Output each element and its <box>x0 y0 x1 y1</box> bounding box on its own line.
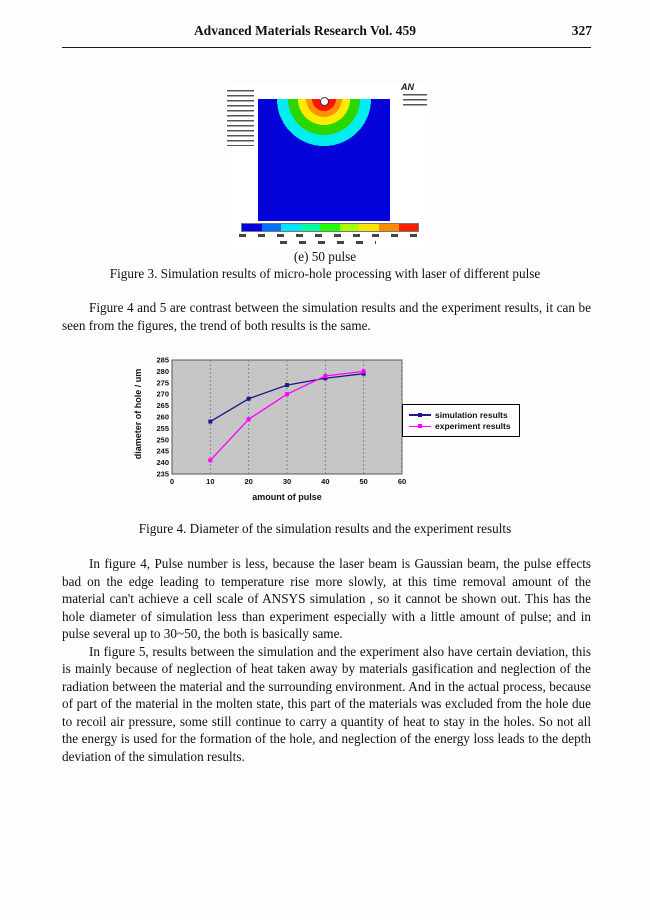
legend-line-sample <box>409 411 431 418</box>
legend-entry <box>409 421 513 431</box>
chart-y-axis-label: diameter of hole / um <box>133 368 143 460</box>
chart-legend <box>402 404 520 437</box>
page-number: 327 <box>571 23 592 38</box>
ansys-date-text <box>403 94 427 107</box>
colorbar-segment <box>379 224 399 231</box>
svg-text:285: 285 <box>156 355 169 365</box>
legend-entry <box>409 410 513 420</box>
svg-text:60: 60 <box>397 477 407 486</box>
colorbar-segment <box>301 224 321 231</box>
svg-text:265: 265 <box>156 401 169 411</box>
legend-label: simulation results <box>435 409 508 420</box>
colorbar-segment <box>320 224 340 231</box>
simulation-domain <box>258 99 390 221</box>
svg-text:235: 235 <box>156 469 169 479</box>
svg-text:255: 255 <box>156 423 169 433</box>
header-rule <box>62 47 591 48</box>
discussion-paragraph-2: In figure 5, results between the simulation and the experiment also have certain deviation, this is mainly because of neglection of heat taken away by materials gasification and neglection of the radiation between the material and the surrounding environment. And in the actual process, because of part of the material in the molten state, this part of the materials was excluded from the hole due to recoil air pressure, some still continue to carry a quantity of heat to stay in the holes. So not all the energy is used for the formation of the hole, and neglection of the energy loss leads to the depth deviation of the simulation results. <box>62 643 591 765</box>
svg-text:20: 20 <box>244 477 253 486</box>
colorbar-segment <box>340 224 360 231</box>
svg-text:270: 270 <box>156 389 169 399</box>
figure4-caption: Figure 4. Diameter of the simulation results and the experiment results <box>138 521 512 536</box>
ansys-logo: AN <box>401 82 414 92</box>
colorbar-segment <box>242 224 262 231</box>
colorbar-segment <box>262 224 282 231</box>
intro-paragraph: Figure 4 and 5 are contrast between the simulation results and the experiment results, it can be seen from the figures, the trend of both results is the same. <box>62 300 591 333</box>
colorbar-value-labels <box>239 234 419 237</box>
figure3-simulation-image <box>225 84 430 248</box>
colorbar-segment <box>399 224 419 231</box>
colorbar-segment <box>281 224 301 231</box>
ansys-annotation-text <box>227 90 254 146</box>
svg-text:280: 280 <box>156 366 169 376</box>
journal-title: Advanced Materials Research Vol. 459 <box>193 23 417 38</box>
svg-text:250: 250 <box>156 435 169 445</box>
svg-text:245: 245 <box>156 446 169 456</box>
svg-text:240: 240 <box>156 458 169 468</box>
discussion-paragraph-1: In figure 4, Pulse number is less, because the laser beam is Gaussian beam, the pulse effects bad on the edge leading to temperature rise more slowly, at this time removal amount of the material can't achieve a cell scale of ANSYS simulation , so it cannot be shown out. This has the hole diameter of simulation less than experiment especially with a little amount of pulse; and in pulse several up to 30~50, the both is basically same. <box>62 556 591 642</box>
colorbar-title-text <box>280 241 376 244</box>
figure4-chart <box>122 352 518 516</box>
svg-text:260: 260 <box>156 412 169 422</box>
legend-label: experiment results <box>435 421 511 431</box>
svg-text:275: 275 <box>156 378 169 388</box>
figure3-subcaption: (e) 50 pulse <box>293 249 357 264</box>
svg-text:30: 30 <box>282 477 292 486</box>
temperature-colorbar <box>241 223 419 232</box>
figure3-caption: Figure 3. Simulation results of micro-hole processing with laser of different pulse <box>109 266 541 281</box>
discussion-block <box>62 555 591 766</box>
chart-plot-area <box>136 354 408 506</box>
laser-hole-marker <box>320 97 329 106</box>
temperature-contours <box>258 99 390 221</box>
intro-paragraph-block <box>62 299 591 334</box>
legend-line-sample <box>409 423 431 430</box>
svg-text:10: 10 <box>206 477 215 486</box>
colorbar-segment <box>359 224 379 231</box>
svg-text:40: 40 <box>321 477 330 486</box>
svg-text:amount of pulse: amount of pulse <box>252 492 322 502</box>
svg-text:0: 0 <box>169 477 175 486</box>
svg-text:50: 50 <box>359 477 368 486</box>
